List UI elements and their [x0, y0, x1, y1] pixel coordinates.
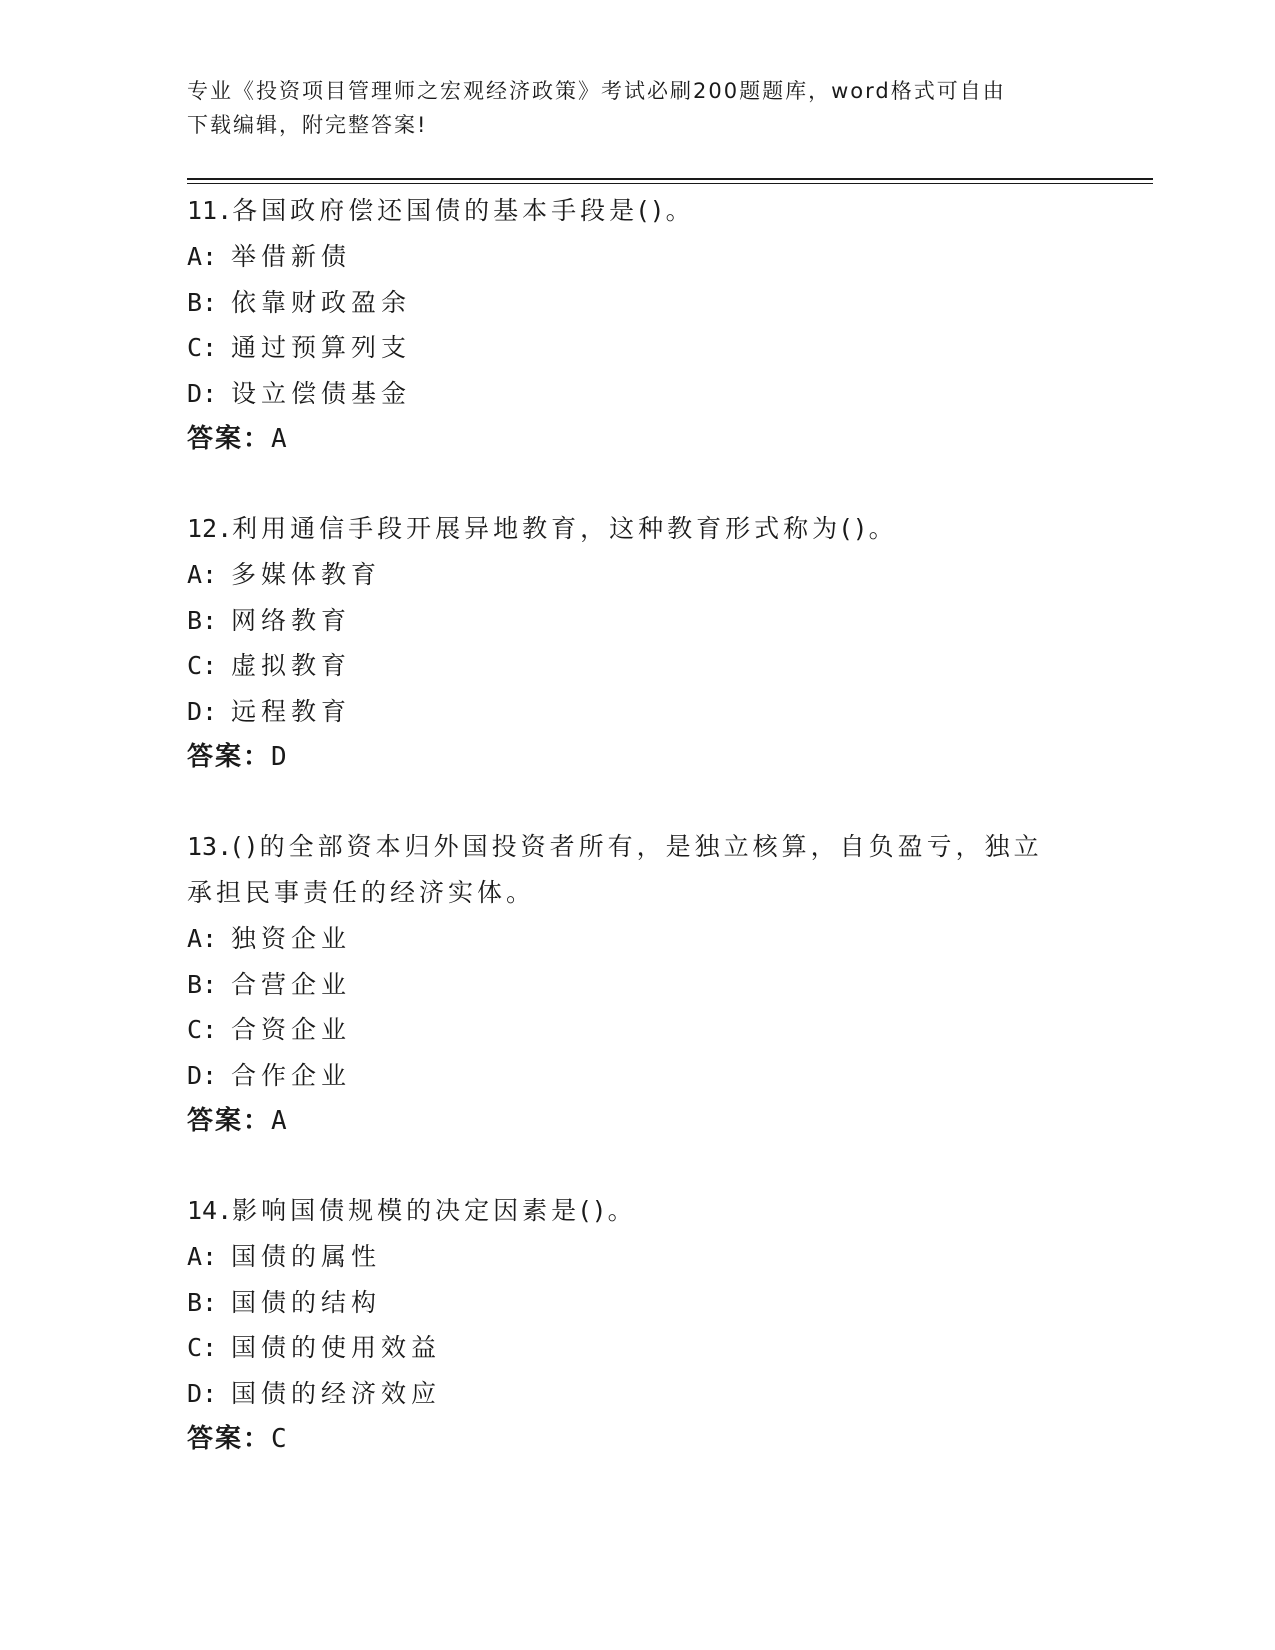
- option-letter: C:: [187, 1015, 218, 1044]
- option-d: [187, 1053, 1107, 1099]
- question-12: [187, 506, 1107, 780]
- option-text: 国债的使用效益: [231, 1333, 442, 1362]
- option-text: 国债的经济效应: [231, 1378, 442, 1408]
- option-text: 举借新债: [231, 242, 352, 271]
- option-text: 合营企业: [231, 969, 352, 999]
- question-text: 各国政府偿还国债的基本手段是()。: [232, 196, 695, 225]
- answer-line: [187, 1098, 1107, 1144]
- option-text: 多媒体教育: [231, 560, 382, 589]
- option-letter: A:: [187, 242, 218, 271]
- option-b: [187, 280, 1107, 326]
- option-text: 远程教育: [231, 696, 352, 726]
- option-text: 独资企业: [231, 924, 352, 953]
- answer-label: 答案：: [187, 1424, 272, 1454]
- option-a: [187, 552, 1107, 598]
- question-list: [187, 188, 1107, 1506]
- option-b: [187, 598, 1107, 644]
- question-stem: [187, 1188, 1107, 1234]
- option-text: 国债的属性: [231, 1242, 382, 1271]
- option-letter: D:: [187, 696, 218, 726]
- option-letter: A:: [187, 1242, 218, 1271]
- option-d: [187, 689, 1107, 735]
- header-divider-thin: [187, 183, 1153, 184]
- question-13: [187, 824, 1107, 1144]
- option-text: 虚拟教育: [231, 651, 352, 680]
- option-b: [187, 962, 1107, 1008]
- answer-value: C: [271, 1424, 289, 1454]
- option-c: [187, 1325, 1107, 1371]
- question-11: [187, 188, 1107, 462]
- option-letter: C:: [187, 1333, 218, 1362]
- option-letter: A:: [187, 924, 218, 953]
- option-letter: D:: [187, 1378, 218, 1408]
- option-letter: B:: [187, 287, 218, 317]
- option-text: 依靠财政盈余: [231, 287, 412, 317]
- option-a: [187, 234, 1107, 280]
- option-text: 网络教育: [231, 605, 352, 635]
- question-number: 14.: [187, 1196, 233, 1225]
- question-number: 11.: [187, 196, 233, 225]
- option-d: [187, 1371, 1107, 1417]
- answer-value: A: [271, 1106, 289, 1136]
- option-a: [187, 1234, 1107, 1280]
- answer-line: [187, 734, 1107, 780]
- answer-line: [187, 416, 1107, 462]
- option-b: [187, 1280, 1107, 1326]
- option-d: [187, 371, 1107, 417]
- option-letter: D:: [187, 1060, 218, 1090]
- question-stem: [187, 824, 1067, 916]
- option-letter: C:: [187, 333, 218, 362]
- answer-value: D: [271, 742, 289, 772]
- option-text: 国债的结构: [231, 1287, 382, 1317]
- answer-label: 答案：: [187, 1106, 272, 1136]
- question-stem: [187, 506, 1107, 552]
- option-text: 通过预算列支: [231, 333, 412, 362]
- question-number: 13.: [187, 832, 233, 861]
- header-line-2: 下载编辑，附完整答案!: [187, 113, 428, 137]
- answer-value: A: [271, 424, 289, 454]
- option-text: 合资企业: [231, 1015, 352, 1044]
- option-letter: D:: [187, 378, 218, 408]
- option-c: [187, 643, 1107, 689]
- option-letter: B:: [187, 605, 218, 635]
- question-text: 影响国债规模的决定因素是()。: [232, 1196, 637, 1225]
- answer-line: [187, 1416, 1107, 1462]
- option-letter: A:: [187, 560, 218, 589]
- option-letter: B:: [187, 969, 218, 999]
- answer-label: 答案：: [187, 742, 272, 772]
- option-c: [187, 1007, 1107, 1053]
- document-header: [187, 74, 1087, 142]
- option-text: 合作企业: [231, 1060, 352, 1090]
- question-number: 12.: [187, 514, 233, 543]
- question-text: ()的全部资本归外国投资者所有，是独立核算，自负盈亏，独立承担民事责任的经济实体。: [187, 832, 1043, 907]
- question-text: 利用通信手段开展异地教育，这种教育形式称为()。: [232, 514, 898, 543]
- option-text: 设立偿债基金: [231, 378, 412, 408]
- header-divider-thick: [187, 178, 1153, 180]
- option-letter: C:: [187, 651, 218, 680]
- answer-label: 答案：: [187, 424, 272, 454]
- question-stem: [187, 188, 1107, 234]
- option-letter: B:: [187, 1287, 218, 1317]
- question-14: [187, 1188, 1107, 1462]
- option-c: [187, 325, 1107, 371]
- option-a: [187, 916, 1107, 962]
- header-line-1: 专业《投资项目管理师之宏观经济政策》考试必刷200题题库，word格式可自由: [187, 79, 1006, 103]
